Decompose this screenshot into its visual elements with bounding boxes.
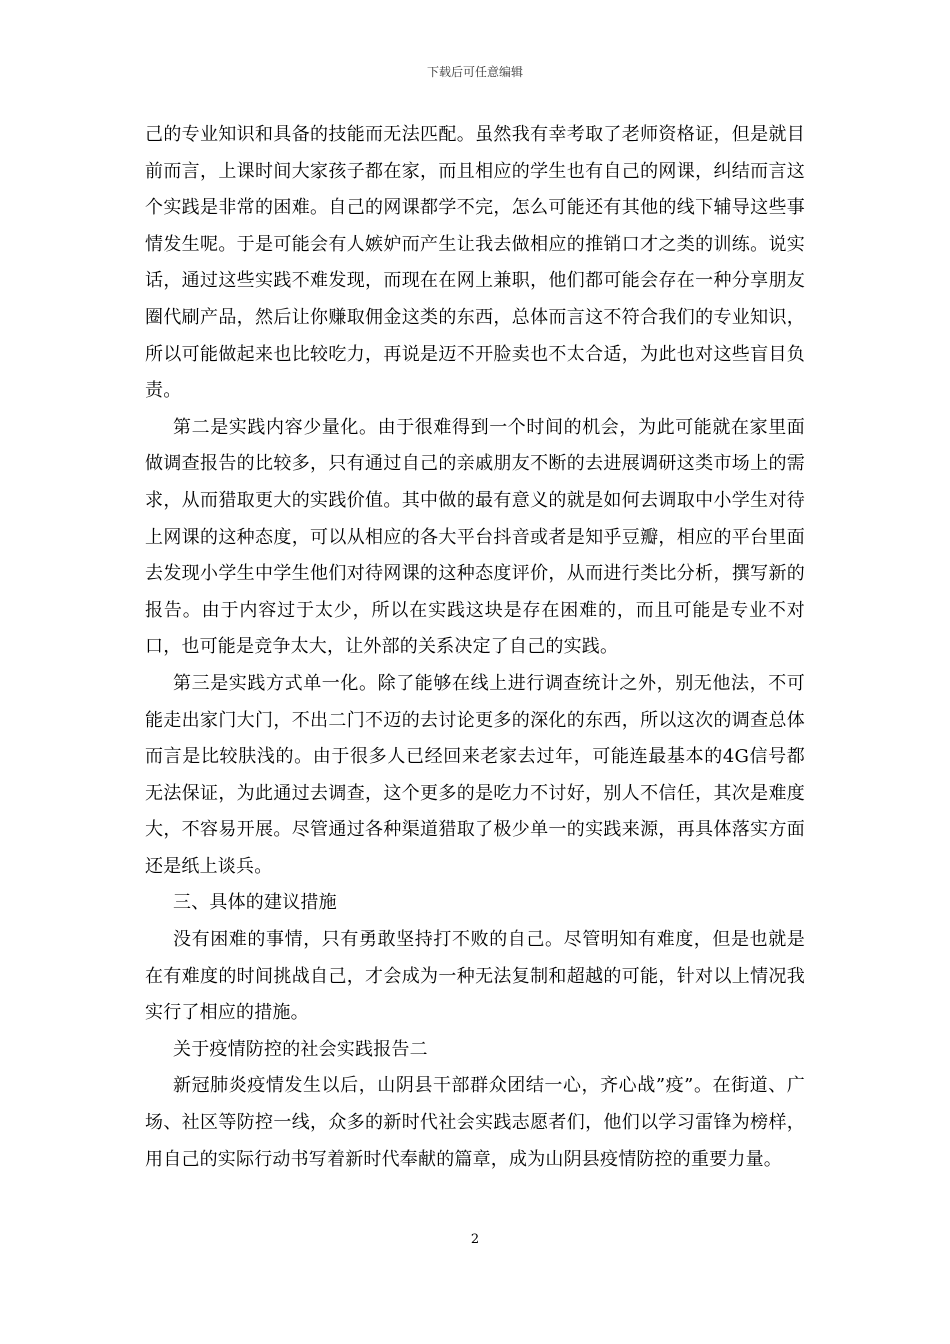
paragraph: 第三是实践方式单一化。除了能够在线上进行调查统计之外，别无他法，不可能走出家门大门，不出二门不迈的去讨论更多的深化的东西，所以这次的调查总体而言是比较肤浅的。由于很多人已经回来老家去过年，可能连最基本的4G信号都无法保证，为此通过去调查，这个更多的是吃力不讨好，别人不信任，其次是难度大，不容易开展。尽管通过各种渠道猎取了极少单一的实践来源，再具体落实方面还是纸上谈兵。 — [145, 672, 805, 877]
paragraph: 新冠肺炎疫情发生以后，山阴县干部群众团结一心，齐心战”疫”。在街道、广场、社区等防控一线，众多的新时代社会实践志愿者们，他们以学习雷锋为榜样，用自己的实际行动书写着新时代奉献的篇章，成为山阴县疫情防控的重要力量。 — [145, 1075, 805, 1170]
paragraph: 第二是实践内容少量化。由于很难得到一个时间的机会，为此可能就在家里面做调查报告的比较多，只有通过自己的亲戚朋友不断的去进展调研这类市场上的需求，从而猎取更大的实践价值。其中做的最有意义的就是如何去调取中小学生对待上网课的这种态度，可以从相应的各大平台抖音或者是知乎豆瓣，相应的平台里面去发现小学生中学生他们对待网课的这种态度评价，从而进行类比分析，撰写新的报告。由于内容过于太少，所以在实践这块是存在困难的，而且可能是专业不对口，也可能是竞争太大，让外部的关系决定了自己的实践。 — [145, 416, 805, 658]
page-number: 2 — [470, 1232, 480, 1247]
section-heading: 三、具体的建议措施 — [173, 892, 337, 914]
document-body — [145, 117, 805, 1178]
paragraph: 没有困难的事情，只有勇敢坚持打不败的自己。尽管明知有难度，但是也就是在有难度的时间挑战自己，才会成为一种无法复制和超越的可能，针对以上情况我实行了相应的措施。 — [145, 929, 805, 1024]
page-header: 下载后可任意编辑 — [426, 65, 523, 79]
report-title: 关于疫情防控的社会实践报告二 — [173, 1038, 428, 1060]
paragraph: 己的专业知识和具备的技能而无法匹配。虽然我有幸考取了老师资格证，但是就目前而言，上课时间大家孩子都在家，而且相应的学生也有自己的网课，纠结而言这个实践是非常的困难。自己的网课都学不完，怎么可能还有其他的线下辅导这些事情发生呢。于是可能会有人嫉妒而产生让我去做相应的推销口才之类的训练。说实话，通过这些实践不难发现，而现在在网上兼职，他们都可能会存在一种分享朋友圈代刷产品，然后让你赚取佣金这类的东西，总体而言这不符合我们的专业知识，所以可能做起来也比较吃力，再说是迈不开脸卖也不太合适，为此也对这些盲目负责。 — [145, 124, 805, 402]
